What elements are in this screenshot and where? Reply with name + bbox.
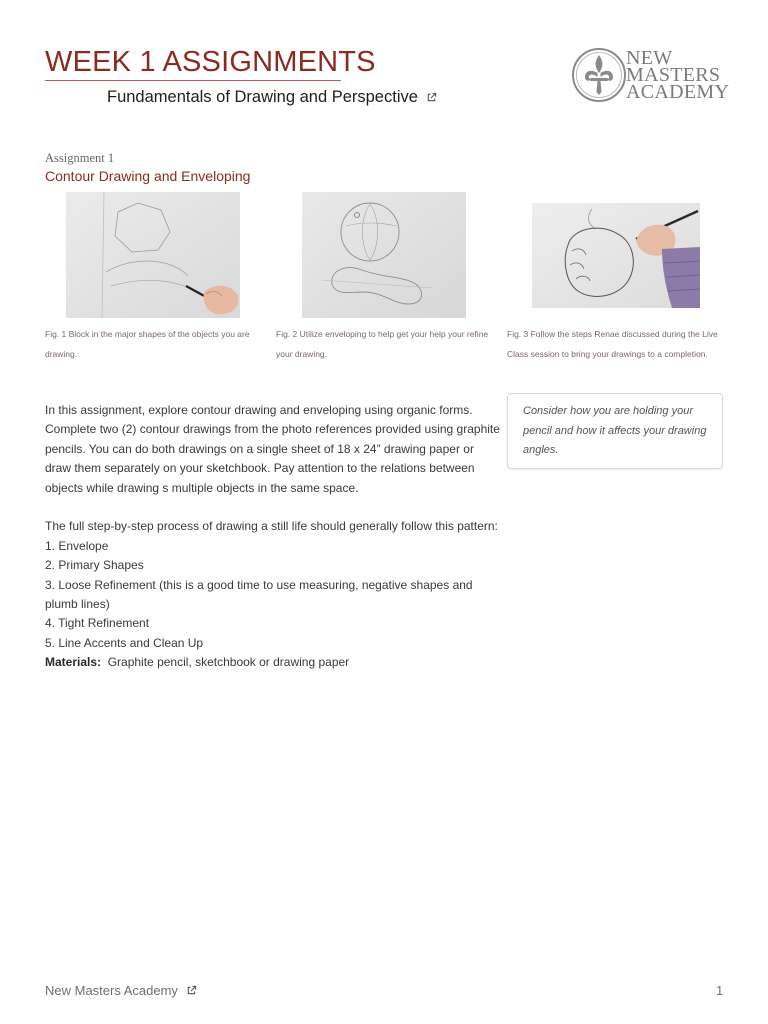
tip-callout: [507, 393, 723, 469]
course-subtitle: Fundamentals of Drawing and Perspective: [107, 88, 418, 106]
materials-label: Materials:: [45, 655, 102, 670]
title-underline: [45, 80, 341, 81]
list-item: 2. Primary Shapes: [45, 558, 144, 573]
tip-text: Consider how you are holding your pencil and how it affects your drawing angles.: [523, 405, 707, 456]
materials-value: Graphite pencil, sketchbook or drawing paper: [107, 655, 350, 670]
page-number: 1: [716, 983, 724, 998]
list-item: 5. Line Accents and Clean Up: [45, 635, 204, 650]
course-subtitle-link[interactable]: [107, 88, 437, 107]
figure-1-caption: Fig. 1 Block in the major shapes of the objects you are drawing.: [45, 329, 250, 359]
process-steps-list: [45, 537, 500, 653]
footer-brand-link[interactable]: [45, 983, 197, 998]
list-item: 3. Loose Refinement (this is a good time to use measuring, negative shapes and plumb lines): [45, 577, 473, 612]
fleur-de-lis-icon: [570, 44, 626, 106]
process-intro: The full step-by-step process of drawing a still life should generally follow this pattern:: [45, 519, 498, 534]
list-item: 1. Envelope: [45, 538, 109, 553]
footer-brand: New Masters Academy: [45, 983, 178, 998]
new-masters-academy-logo: [570, 44, 730, 106]
assignment-body: [45, 401, 500, 673]
assignment-intro: In this assignment, explore contour drawing and enveloping using organic forms. Complete two (2) contour drawings from the photo references provided using graphite pencils. You can do both drawings on a single sheet of 18 x 24” drawing paper or draw them separately on your sketchbook. Pay attention to the relations between objects while drawing s multiple objects in the same space.: [45, 403, 500, 495]
figure-3-caption: Fig. 3 Follow the steps Renae discussed during the Live Class session to bring your drawings to a completion.: [507, 329, 718, 359]
assignment-number: Assignment 1: [45, 151, 115, 165]
figure-2-caption: Fig. 2 Utilize enveloping to help get your help your refine your drawing.: [276, 329, 489, 359]
figure-3-image: [532, 203, 700, 308]
materials-line: [45, 653, 500, 672]
logo-wordmark: NEW MASTERS ACADEMY: [626, 47, 730, 103]
page-title: WEEK 1 ASSIGNMENTS: [45, 46, 376, 78]
figure-1-image: [66, 192, 240, 318]
assignment-title: Contour Drawing and Enveloping: [45, 168, 251, 184]
figure-2-image: [302, 192, 466, 318]
external-link-icon[interactable]: [426, 92, 437, 103]
list-item: 4. Tight Refinement: [45, 616, 150, 631]
external-link-icon[interactable]: [186, 985, 197, 996]
